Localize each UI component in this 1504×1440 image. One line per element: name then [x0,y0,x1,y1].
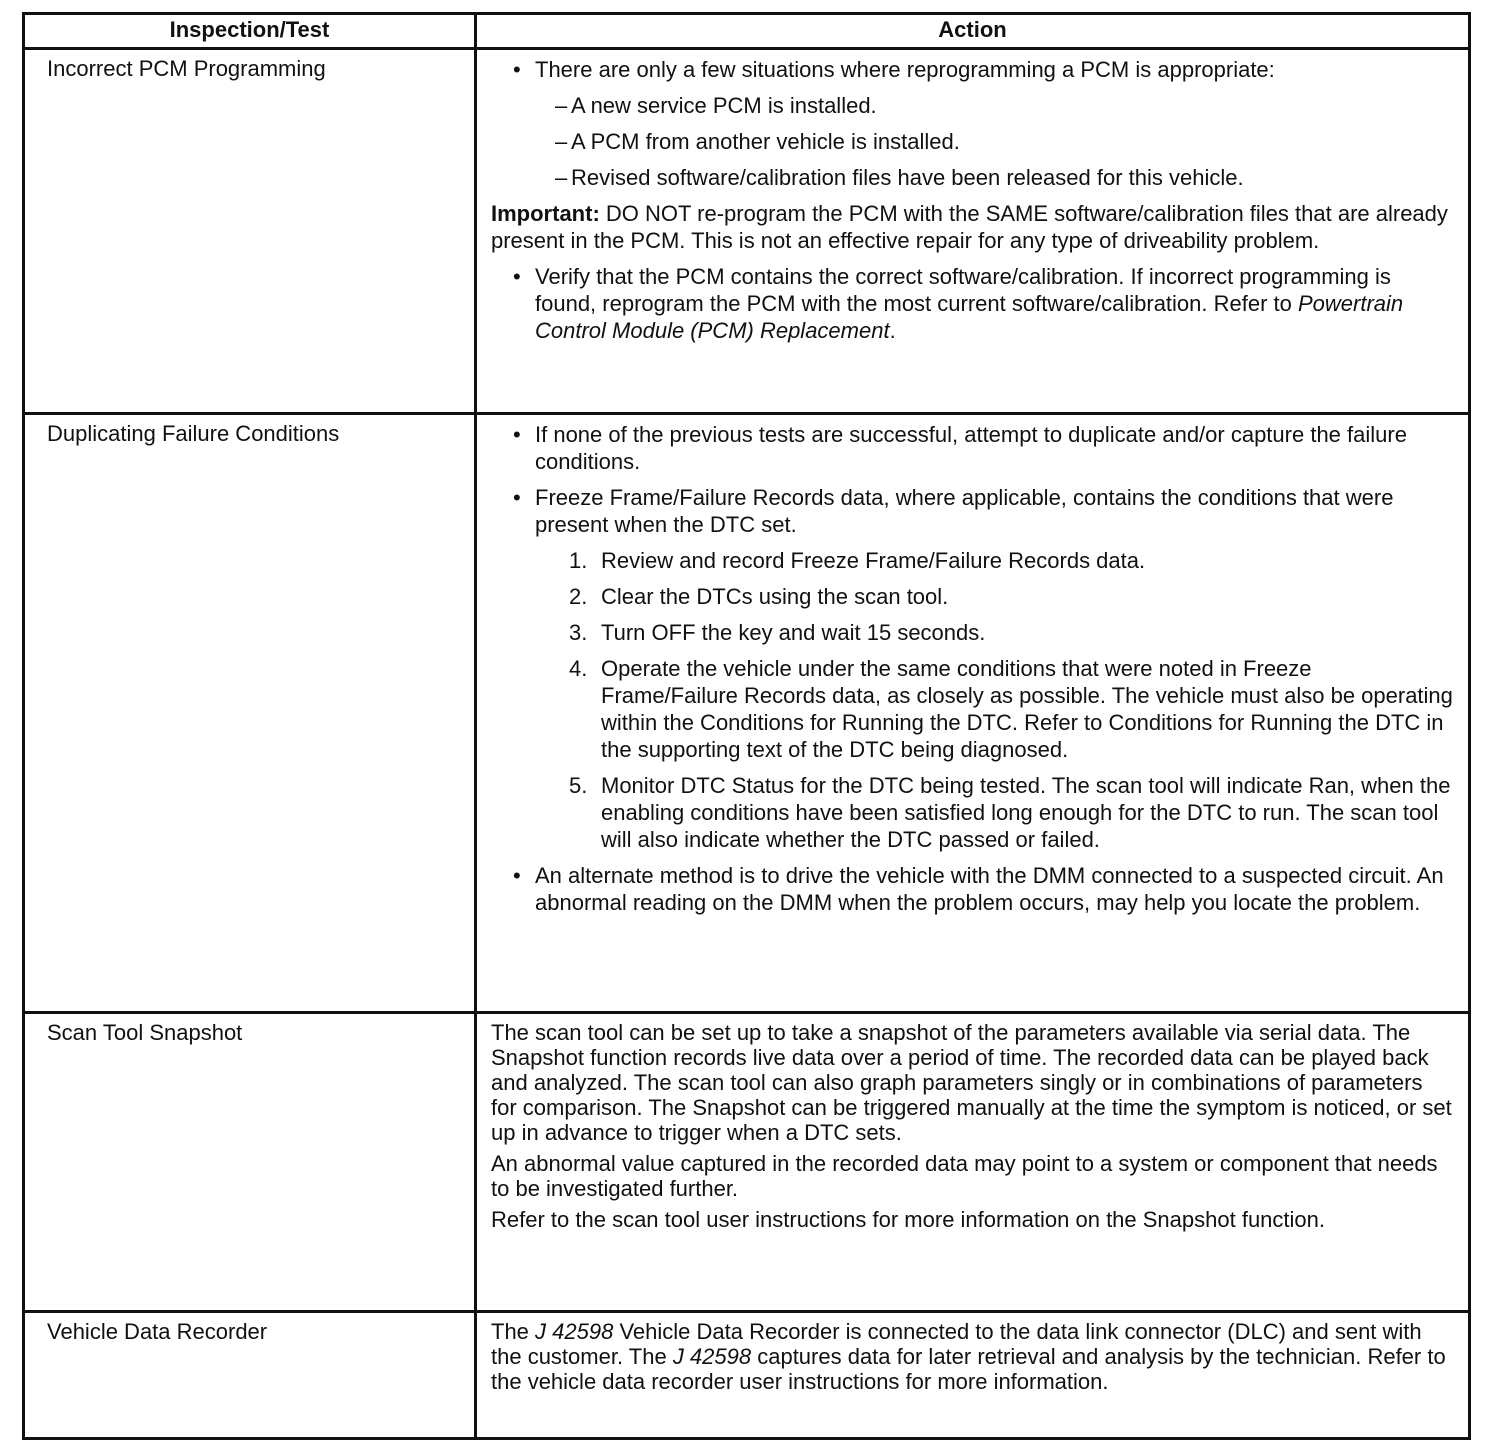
numbered-step [491,619,1454,646]
inspection-title: Scan Tool Snapshot [47,1020,243,1045]
bullet-item: • If none of the previous tests are successful, attempt to duplicate and/or capture the failure conditions. [491,421,1454,475]
paragraph: An abnormal value captured in the recorded data may point to a system or component that needs to be investigated further. [491,1151,1438,1201]
inspection-title: Duplicating Failure Conditions [47,421,340,446]
bullet-item: • An alternate method is to drive the vehicle with the DMM connected to a suspected circuit. An abnormal reading on the DMM when the problem occurs, may help you locate the problem. [491,862,1454,916]
bullet-text: Verify that the PCM contains the correct software/calibration. If incorrect programming is found, reprogram the PCM with the most current software/calibration. Refer to [535,264,1391,316]
paragraph: Refer to the scan tool user instructions for more information on the Snapshot function. [491,1207,1326,1232]
inspection-action-table [22,12,1471,1440]
step-text: Review and record Freeze Frame/Failure Records data. [601,548,1146,573]
action-cell [476,49,1470,414]
dash-item: – A PCM from another vehicle is installed. [491,128,1454,155]
step-number: 1. [569,548,588,573]
inspection-cell [24,414,476,1013]
table-row [24,414,1470,1013]
important-text: DO NOT re-program the PCM with the SAME software/calibration files that are already present in the PCM. This is not an effective repair for any type of driveability problem. [491,201,1448,253]
important-label: Important: [491,201,600,226]
column-header-inspection-test: Inspection/Test [24,14,476,49]
text-fragment: Vehicle Data Recorder is connected to the data link connector (DLC) and sent with the customer. The [491,1319,1422,1369]
inspection-cell [24,1013,476,1312]
bullet-item [491,263,1454,344]
inspection-cell [24,1312,476,1439]
numbered-step [491,547,1454,574]
table-row [24,49,1470,414]
tool-number: J 42598 [535,1319,614,1344]
inspection-title: Vehicle Data Recorder [47,1319,268,1344]
step-number: 3. [569,620,588,645]
numbered-step [491,655,1454,763]
numbered-step [491,772,1454,853]
step-text: Monitor DTC Status for the DTC being tested. The scan tool will indicate Ran, when the enabling conditions have been satisfied long enough for the DTC to run. The scan tool will also indicate whether the DTC passed or failed. [601,773,1451,852]
step-number: 2. [569,584,588,609]
paragraph [491,1319,1454,1394]
tool-number: J 42598 [672,1344,752,1369]
important-note [491,200,1454,254]
inspection-cell [24,49,476,414]
paragraph: The scan tool can be set up to take a snapshot of the parameters available via serial data. The Snapshot function records live data over a period of time. The recorded data can be played back and analyzed. The scan tool can also graph parameters singly or in combinations of parameters for comparison. The Snapshot can be triggered manually at the time the symptom is noticed, or set up in advance to trigger when a DTC sets. [491,1020,1452,1145]
action-cell [476,1312,1470,1439]
reference-link-pcm-replacement[interactable]: Powertrain Control Module (PCM) Replacement [535,291,1404,343]
bullet-item: • There are only a few situations where reprogramming a PCM is appropriate: [491,56,1454,83]
step-text: Turn OFF the key and wait 15 seconds. [601,620,986,645]
action-cell [476,414,1470,1013]
bullet-end: . [889,318,896,343]
numbered-step [491,583,1454,610]
step-number: 5. [569,773,588,798]
action-cell [476,1013,1470,1312]
column-header-action: Action [476,14,1470,49]
table-row [24,1312,1470,1439]
dash-item: – A new service PCM is installed. [491,92,1454,119]
dash-item: – Revised software/calibration files have been released for this vehicle. [491,164,1454,191]
step-text: Clear the DTCs using the scan tool. [601,584,949,609]
table-row [24,1013,1470,1312]
step-text: Operate the vehicle under the same conditions that were noted in Freeze Frame/Failure Records data, as closely as possible. The vehicle must also be operating within the Conditions for Running the DTC. Refer to Conditions for Running the DTC in the supporting text of the DTC being diagnosed. [601,656,1453,762]
step-number: 4. [569,656,588,681]
bullet-item: • Freeze Frame/Failure Records data, where applicable, contains the conditions that were present when the DTC set. [491,484,1454,538]
inspection-title: Incorrect PCM Programming [47,56,326,81]
text-fragment: The [491,1319,536,1344]
table-header-row [24,14,1470,49]
text-fragment: captures data for later retrieval and analysis by the technician. Refer to the vehicle data recorder user instructions for more information. [491,1344,1446,1394]
